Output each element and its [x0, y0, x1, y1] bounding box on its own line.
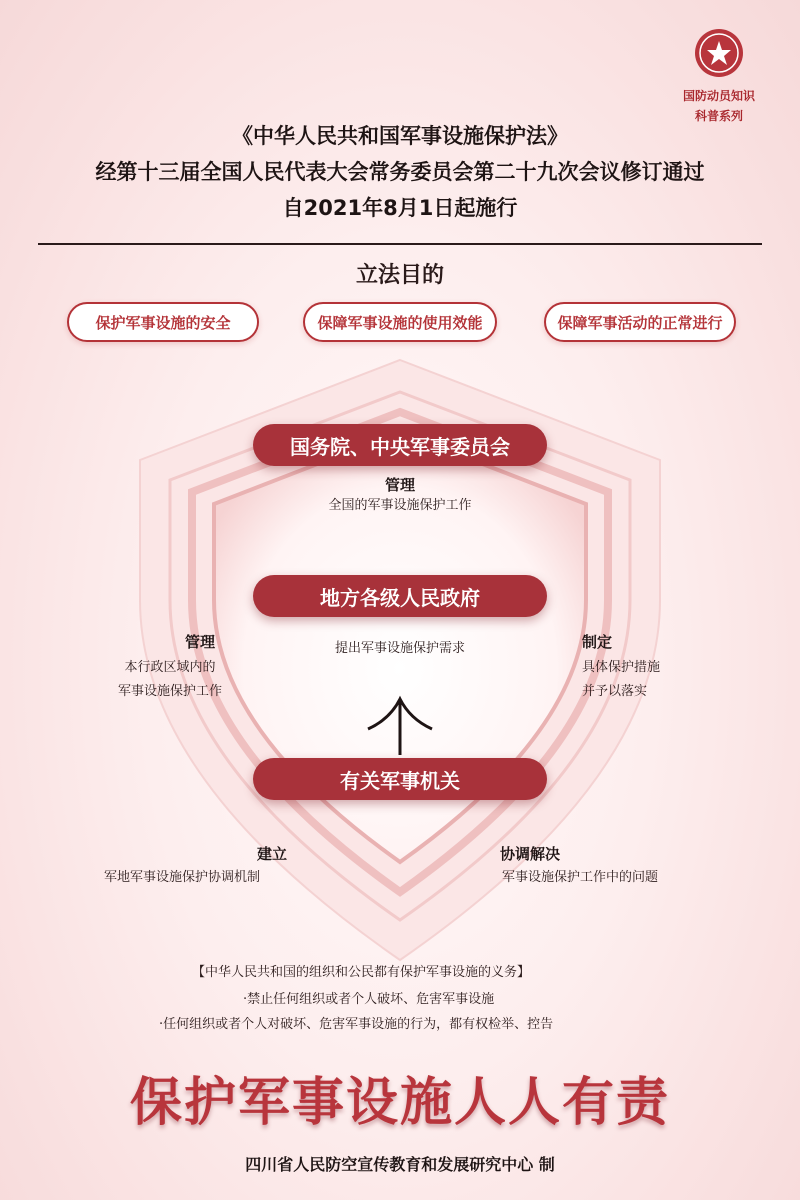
right-formulate-text-1: 具体保护措施 [582, 660, 661, 675]
establish-label: 建立 [257, 845, 288, 863]
purpose-item-3: 保障军事活动的正常进行 [544, 302, 736, 342]
obligation-item-1: ·禁止任何组织或者个人破坏、危害军事设施 [243, 992, 495, 1007]
national-defense-seal-icon [694, 28, 744, 78]
top-manage-text: 全国的军事设施保护工作 [328, 498, 472, 513]
military-organs-banner: 有关军事机关 [253, 758, 547, 800]
coordinate-label: 协调解决 [500, 845, 561, 863]
law-title: 《中华人民共和国军事设施保护法》 [232, 124, 568, 148]
coordinate-text: 军事设施保护工作中的问题 [502, 870, 659, 885]
footer-credit: 四川省人民防空宣传教育和发展研究中心 制 [245, 1155, 555, 1174]
law-revision-note: 经第十三届全国人民代表大会常务委员会第二十九次会议修订通过 [95, 160, 705, 184]
right-formulate-label: 制定 [582, 633, 613, 651]
logo-caption-line2: 科普系列 [694, 109, 743, 123]
obligation-title: 【中华人民共和国的组织和公民都有保护军事设施的义务】 [192, 965, 531, 980]
arrow-up-icon [360, 695, 440, 757]
right-formulate-text-2: 并予以落实 [582, 684, 648, 699]
divider [38, 243, 762, 245]
left-manage-text-2: 军事设施保护工作 [117, 684, 222, 699]
purpose-item-2: 保障军事设施的使用效能 [303, 302, 497, 342]
local-government-banner: 地方各级人民政府 [253, 575, 547, 617]
left-manage-text-1: 本行政区域内的 [124, 660, 216, 675]
top-manage-label: 管理 [384, 476, 415, 494]
purpose-title: 立法目的 [355, 263, 444, 288]
purpose-item-1: 保护军事设施的安全 [67, 302, 259, 342]
obligation-item-2: ·任何组织或者个人对破坏、危害军事设施的行为，都有权检举、控告 [159, 1017, 554, 1032]
state-council-banner: 国务院、中央军事委员会 [253, 424, 547, 466]
mid-demand-text: 提出军事设施保护需求 [334, 641, 465, 656]
law-effective-date: 自2021年8月1日起施行 [282, 196, 518, 220]
slogan: 保护军事设施人人有责 [129, 1073, 670, 1133]
establish-text: 军地军事设施保护协调机制 [104, 870, 261, 885]
left-manage-label: 管理 [184, 633, 215, 651]
logo-caption-line1: 国防动员知识 [683, 89, 756, 103]
